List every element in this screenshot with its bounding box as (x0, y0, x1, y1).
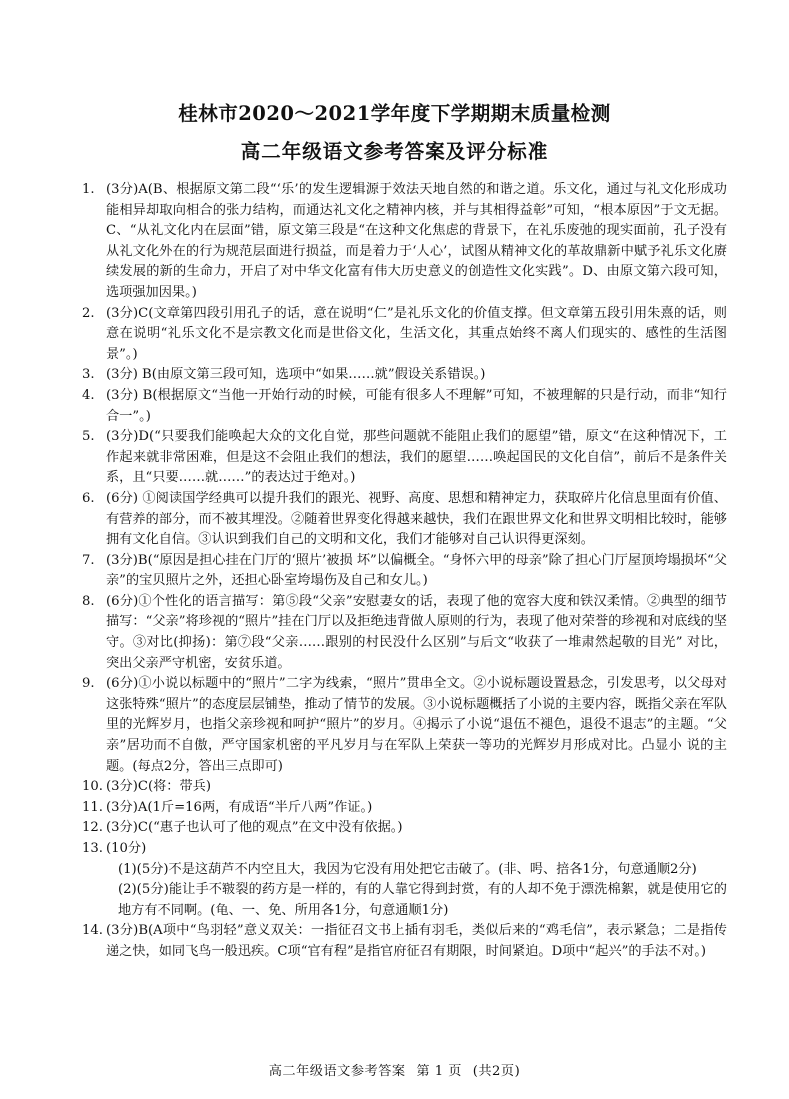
answer-item-2 (82, 304, 727, 366)
item-number: 13. (82, 841, 103, 856)
answer-item-8 (82, 592, 727, 674)
document-title: 桂林市2020～2021学年度下学期期末质量检测 (178, 102, 611, 125)
item-text: (3分)B(A项中“鸟羽轻”意义双关：一指征召文书上插有羽毛，类似后来的“鸡毛信”，表示紧急；二是指传递之快，如同飞鸟一般迅疾。C项“官有程”是指官府征召有期限，时间紧迫。D项中“起兴”的手法不对。) (106, 923, 727, 959)
answer-item-3 (82, 365, 727, 386)
item-text: (3分)A(1斤=16两，有成语“半斤八两”作证。) (106, 799, 373, 815)
item-text: (10分) (106, 841, 147, 856)
item-text: (6分)①个性化的语言描写：第⑤段“父亲”安慰妻女的话，表现了他的宽容大度和铁汉柔情。②典型的细节描写：“父亲”将珍视的“照片”挂在门厅以及拒绝违背做人原则的行为，表现了他对荣誉的珍视和对底线的坚守。③对比(抑扬)：第⑦段“父亲……跟别的村民没什么区别”与后文“收获了一堆肃然起敬的目光” 对比，突出父亲严守机密，安贫乐道。 (106, 593, 727, 671)
item-number: 4. (82, 387, 95, 403)
item-text: (6分) ①阅读国学经典可以提升我们的跟光、视野、高度、思想和精神定力，获取碎片化信息里面有价值、有营养的部分，而不被其埋没。②随着世界变化得越来越快，我们在跟世界文化和世界文明相比较时，能够拥有文化自信。③认识到我们自己的文明和文化，我们才能够对自己认识得更深刻。 (106, 490, 727, 548)
answer-item-14 (82, 921, 727, 962)
item-number: 9. (82, 676, 95, 692)
answer-item-7 (82, 551, 727, 592)
item-number: 12. (82, 820, 103, 836)
item-number: 10. (82, 779, 103, 795)
document-subtitle: 高二年级语文参考答案及评分标准 (240, 140, 549, 163)
answer-item-4 (82, 386, 727, 427)
item-number: 6. (82, 490, 95, 506)
item-number: 3. (82, 367, 95, 383)
page-footer (0, 1060, 789, 1079)
item-text: (6分)①小说以标题中的“照片”二字为线索，“照片”贯串全文。②小说标题设置悬念，引发思考，以父母对这张特殊“照片”的态度层层铺垫，推动了情节的发展。③小说标题概括了小说的主要内容，既指父亲在军队里的光辉岁月，也指父亲珍视和呵护“照片”的岁月。④揭示了小说“退伍不褪色，退役不退志”的主题。“父亲”居功而不自傲，严守国家机密的平凡岁月与在军队上荣获一等功的光辉岁月形成对比。凸显小 说的主题。(每点2分，答出三点即可) (106, 676, 727, 774)
item-number: 7. (82, 552, 95, 568)
item-text: (3分)B(“原因是担心挂在门厅的‘照片’被损 坏”以偏概全。“身怀六甲的母亲”除了担心门厅屋顶垮塌损坏“父亲”的宝贝照片之外，还担心卧室垮塌伤及自己和女儿。) (106, 552, 727, 589)
item-number: 5. (82, 429, 95, 445)
item-number: 11. (82, 799, 103, 815)
answer-item-5 (82, 427, 727, 489)
item-number: 1. (82, 182, 95, 197)
item-text: (3分) B(由原文第三段可知，选项中“如果……就”假设关系错误。) (106, 367, 486, 383)
item-number: 2. (82, 305, 95, 321)
answer-item-12 (82, 818, 727, 839)
item-text: (3分)C(将：带兵) (106, 779, 211, 795)
item-text: (3分)C(文章第四段引用孔子的话，意在说明“仁”是礼乐文化的价值支撑。但文章第五段引用朱熹的话，则意在说明“礼乐文化不是宗教文化而是世俗文化，生活文化，其重点始终不离人们现实的、感性的生活图景”。) (106, 305, 727, 362)
sub-answer-2: (2)(5分)能让手不皲裂的药方是一样的，有的人靠它得到封赏，有的人却不免于漂洗棉絮，就是使用它的地方有不同啊。(龟、一、免、所用各1分，句意通顺1分) (118, 882, 727, 918)
answer-item-13 (82, 839, 727, 921)
item-text: (3分)A(B、根据原文第二段“‘乐’的发生逻辑源于效法天地自然的和谐之道。乐文化，通过与礼文化形成功能相异却取向相合的张力结构，而通达礼文化之精神内核，并与其相得益彰”可知，“根本原因”于文无据。C、“从礼文化内在层面”错，原文第三段是“在这种文化焦虑的背景下，在礼乐废弛的现实面前，孔子没有从礼文化外在的行为规范层面进行损益，而是着力于‘人心’，试图从精神文化的革故鼎新中赋予礼乐文化赓续发展的新的生命力，开启了对中华文化富有伟大历史意义的创造性文化实践”。D、由原文第六段可知，选项强加因果。) (106, 182, 727, 300)
answer-list (82, 180, 727, 963)
sub-answer-1: (1)(5分)不是这葫芦不内空且大，我因为它没有用处把它击破了。(非、呺、掊各1分，句意通顺2分) (118, 861, 697, 877)
footer-label: 高二年级语文参考答案 (268, 1064, 406, 1079)
page-total: (共2页) (472, 1064, 521, 1079)
page-number: 第 1 页 (416, 1064, 462, 1079)
item-number: 14. (82, 923, 103, 939)
item-text: (3分)D(“只要我们能唤起大众的文化自觉，那些问题就不能阻止我们的愿望”错，原文“在这种情况下，工作起来就非常困难，但是这不会阻止我们的想法，我们的愿望……唤起国民的文化自信”，前后不是条件关系，且“只要……就……”的表达过于绝对。) (106, 429, 727, 486)
item-text: (3分) B(根据原文“当他一开始行动的时候，可能有很多人不理解”可知，不被理解的只是行动，而非“知行合一”。) (106, 387, 727, 424)
answer-item-1 (82, 180, 727, 304)
item-number: 8. (82, 593, 95, 609)
answer-item-6 (82, 489, 727, 551)
item-text: (3分)C(“惠子也认可了他的观点”在文中没有依据。) (106, 820, 403, 836)
answer-item-9 (82, 674, 727, 777)
answer-item-11 (82, 798, 727, 819)
answer-item-10 (82, 777, 727, 798)
